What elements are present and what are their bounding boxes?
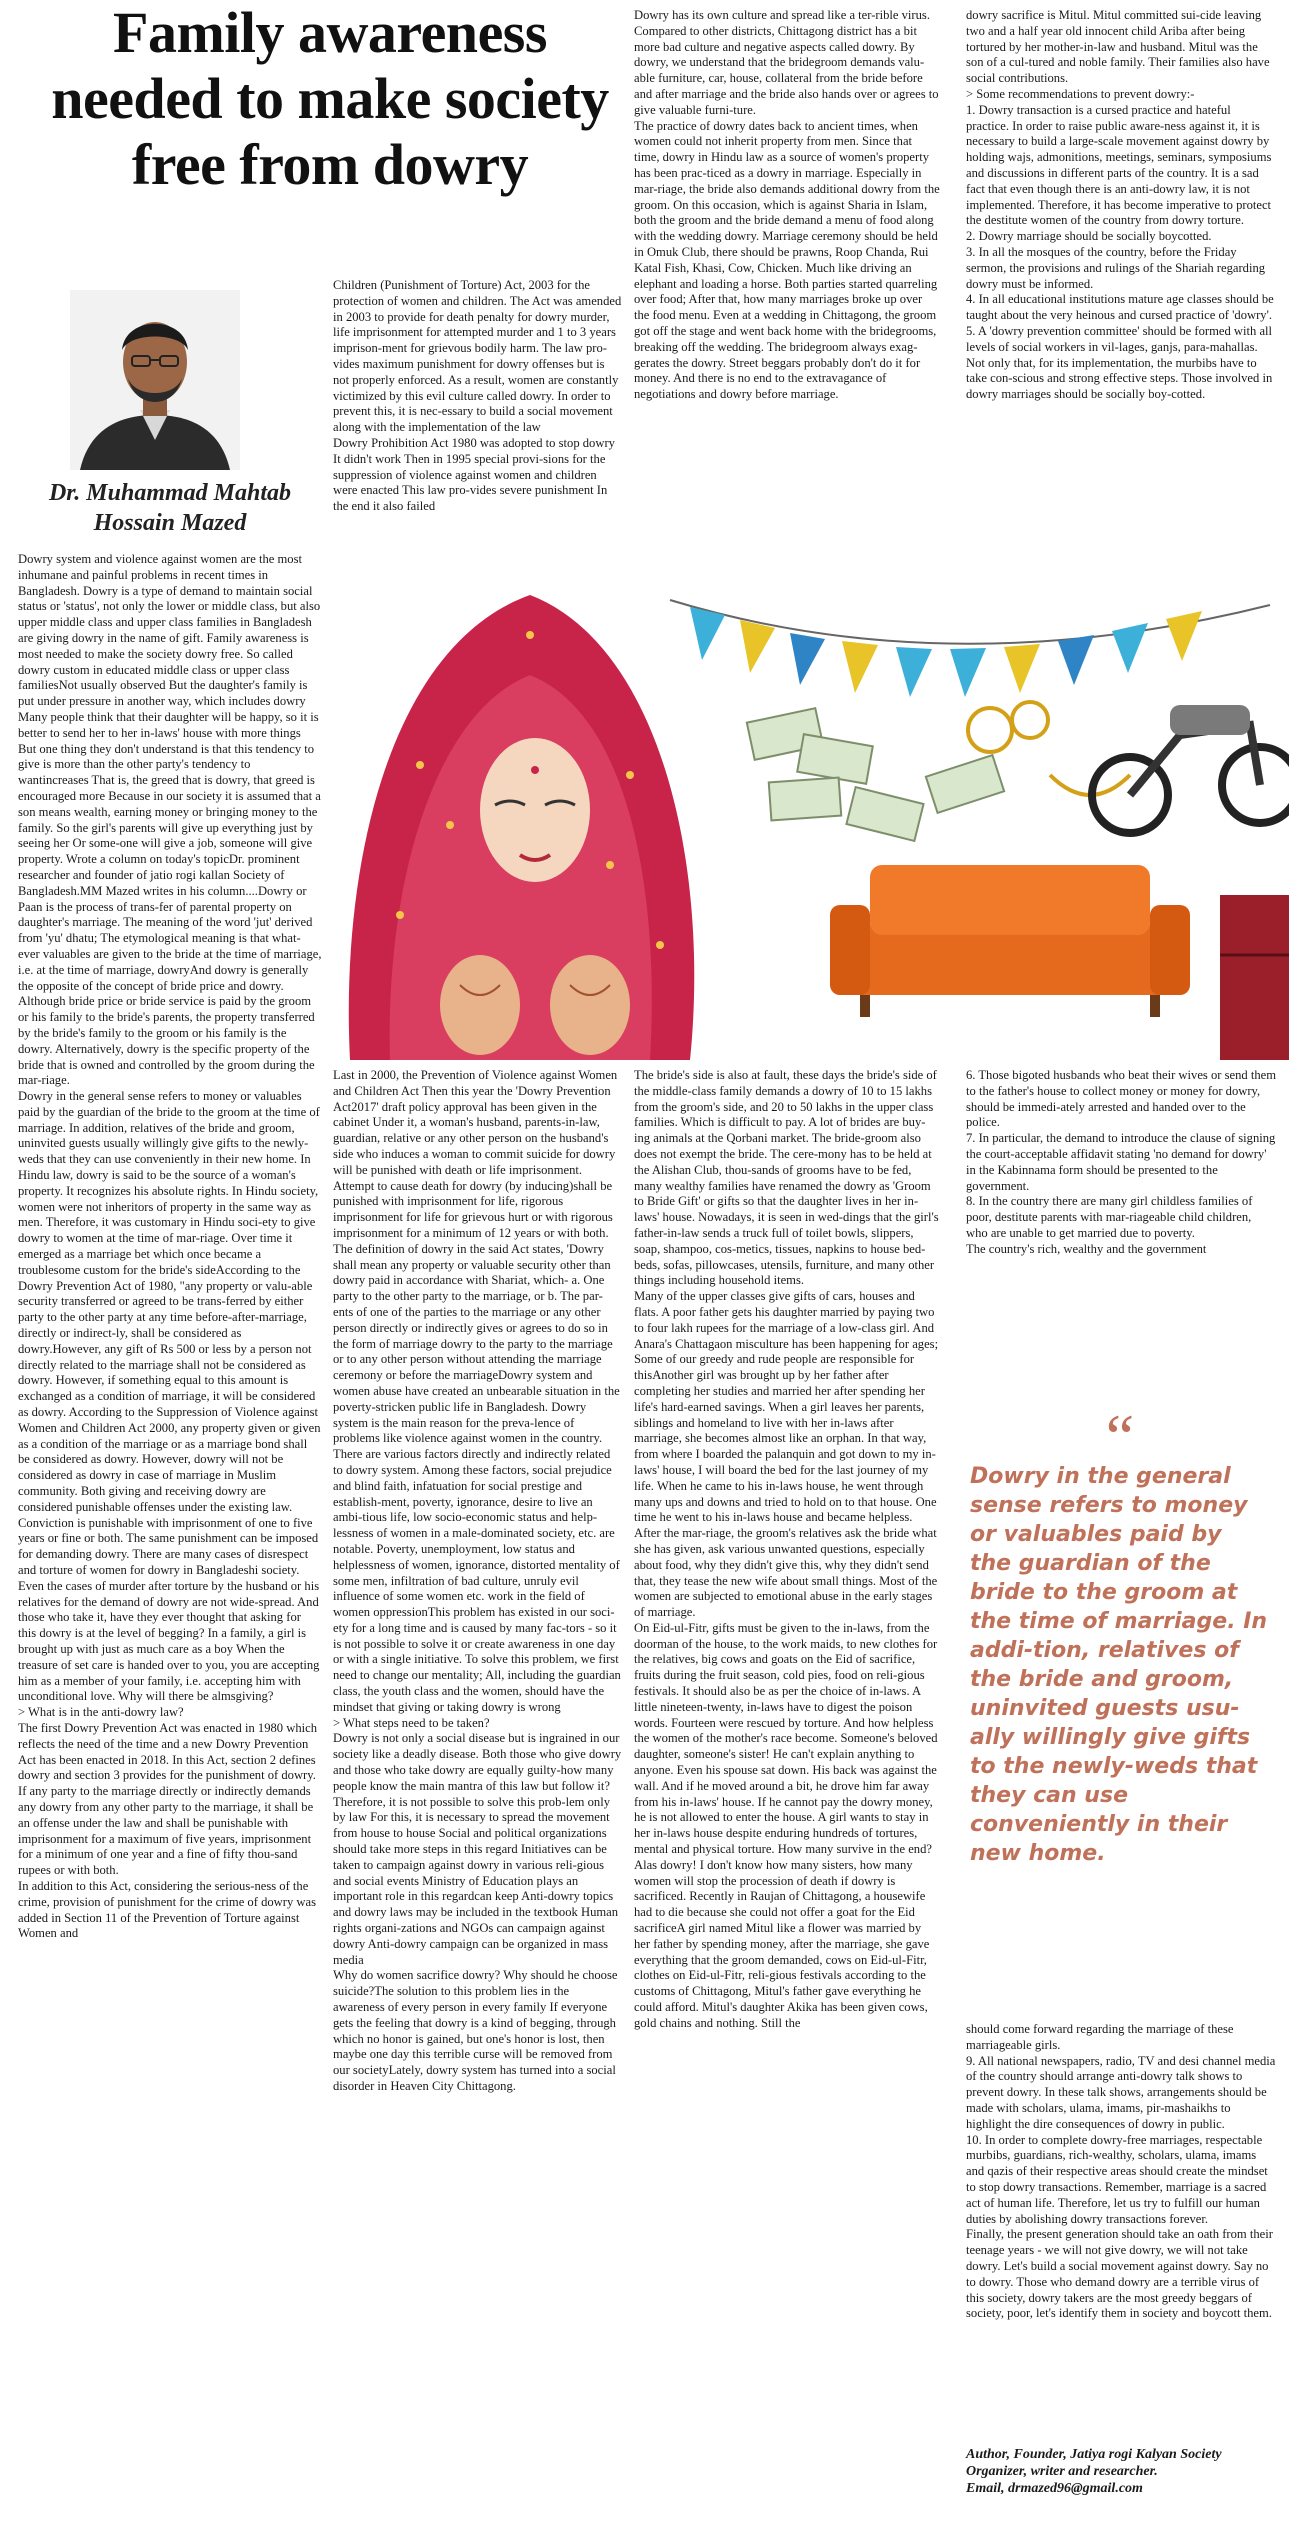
author-byline — [10, 478, 330, 538]
paragraph: Why do women sacrifice dowry? Why should he choose suicide?The solution to this problem lies in the awareness of every person in every family If everyone gets the feeling that dowry is a kind of begging, through which no honor is gained, but one's honor is lost, then maybe one day this terrible curse will be removed from our societyLately, dowry system has turned into a social disorder in Heaven City Chittagong. — [333, 1968, 618, 2093]
headline-line-3: free from dowry — [131, 132, 529, 197]
paragraph: The first Dowry Prevention Act was enacted in 1980 which reflects the need of the time and a new Dowry Prevention Act has been enacted in 2018. In this Act, section 2 defines dowry and section 3 provides for the punishment of dowry. If any party to the marriage directly or indirectly demands any dowry from any other party to the marriage, it shall be an offense under the law and shall be punishable with imprisonment for a maximum of five years, imprisonment for a minimum of one year and a fine of fifty thou-sand rupees or with both. — [18, 1720, 318, 1878]
paragraph: The practice of dowry dates back to ancient times, when women could not inherit property from men. Since that time, dowry in Hindu law as a source of women's property has been prac-ticed as a dowry in marriage. Especially in mar-riage, the bride also demands additional dowry from the groom. On this occasion, which is against Sharia in Islam, both the groom and the bride demand a menu of food along with the wedding dowry. Marriage ceremony should be held in Omuk Club, there should be prawns, Roop Chanda, Rui Katal Fish, Khasi, Cow, Chicken. Much like driving an elephant and loading a horse. Both parties started quarreling over food; After that, how many marriages broke up over the food menu. Even at a wedding in Chittagong, the groom got off the stage and went back home with the bridegrooms, breaking off the wedding. The bridegroom always exag-gerates the dowry. Street beggars probably don't do it for money. And there is no end to the extravagance of negotiations and dowry before marriage. — [634, 118, 940, 402]
list-item: 1. Dowry transaction is a cursed practice and hateful practice. In order to raise public aware-ness against it, it is necessary to build a large-scale movement against dowry by holding wajs, admonitions, meetings, seminars, symposiums and discussions in different parts of the country. It is a sad fact that even though there is an anti-dowry law, it is not implemented. Therefore, it has become imperative to protect the destitute women of the country from dowry torture. — [966, 102, 1272, 228]
paragraph: Dowry is not only a social disease but is ingrained in our society like a deadly disease. Both those who give dowry and those who take dowry are equally guilty-how many people know the main mantra of this law but follow it? Therefore, it is not possible to solve this prob-lem only by law For this, it is necessary to spread the movement from house to house Social and political organizations should take more steps in this regard Initiatives can be taken to campaign against dowry in various reli-gious and social events Ministry of Education plays an important role in this regardcan keep Anti-dowry topics and dowry laws may be included in the textbook Human rights organi-zations and NGOs can campaign against dowry Anti-dowry campaign can be organized in mass media — [333, 1731, 622, 1967]
headline-line-2: needed to make society — [51, 66, 609, 131]
author-name-line-1: Dr. Muhammad Mahtab — [48, 480, 292, 506]
list-item: 5. A 'dowry prevention committee' should be formed with all levels of social workers in vil-lages, ganjs, para-mahallas. Not only that, for its implementation, the murbibs have to take con-scious and strong effective steps. Those involved in dowry marriages should be socially boy-cotted. — [966, 323, 1273, 402]
paragraph: Dowry in the general sense refers to money or valuables paid by the guardian of the bride to the groom at the time of marriage. In addition, relatives of the bride and groom, uninvited guests usually willingly give gifts to the newly-weds that they can use conveniently in their new home. In Hindu law, dowry is said to be the source of a woman's property. It recognizes his absolute rights. In Hindu society, women were not inheritors of property in the same way as men. Therefore, it was customary in Hindu soci-ety to give dowry to women at the time of mar-riage. Over time it emerged as a marriage bet which once became a troublesome custom for the bride's sideAccording to the Dowry Prevention Act of 1980, "any property or valu-able security transferred or agreed to be trans-ferred by either party to the other party at any time before-after-marriage, directly or indirect-ly, shall be considered as dowry.However, any gift of Rs 500 or less by a person not directly related to the marriage shall not be considered as dowry. However, if something equal to this amount is exchanged as a condition of marriage, it will be considered as dowry. According to the Suppression of Violence against Women and Children Act 2000, any property given or given as a condition of the marriage or as a marriage bond shall be considered as dowry. However, dowry will not be considered as dowry in case of marriage in Muslim community. Both giving and receiving dowry are considered punishable offenses under the existing law. Conviction is punishable with imprisonment of one to five years or fine or both. The same punishment can be imposed for demanding dowry. There are many cases of disrespect and torture of women for dowry in Bangladeshi society. Even the cases of murder after torture by the husband or his relatives for the demand of dowry are not wide-spread. And those who take it, have they ever thought that asking for this dowry is at the level of begging? In a family, a girl is brought up with just as much care as a boy When the treasure of set care is handed over to you, you are accepting him as a member of your family, i.e. accepting him with unconditional love. Why will there be almsgiving? — [18, 1089, 321, 1704]
list-item: 3. In all the mosques of the country, before the Friday sermon, the provisions and rulings of the Shariah regarding dowry must be informed. — [966, 244, 1266, 291]
article-column-3-bottom — [634, 1068, 940, 2032]
quote-mark-icon: “ — [1105, 1401, 1135, 1472]
paragraph: The bride's side is also at fault, these days the bride's side of the middle-class family demands a dowry of 10 to 15 lakhs from the groom's side, and 20 to 50 lakhs in the upper class families. Which is difficult to pay. A lot of brides are buy-ing animals at the Qorbani market. The bride-groom also does not exempt the bride. The cere-mony has to be held at the Alishan Club, thou-sands of grooms have to be fed, many wealthy families have renamed the dowry as 'Groom to Bride Gift' or gifts so that the daughter lives in her in-laws' house. Nowadays, it is seen in wed-dings that the girl's father-in-law sends a truck full of toilet bowls, slippers, soap, shampoo, cos-metics, tissues, napkins to house bed-beds, sofas, pillowcases, utensils, furniture, and many other things including household items. — [634, 1068, 939, 1288]
headline-line-1: Family awareness — [113, 0, 547, 65]
list-item: 10. In order to complete dowry-free marriages, respectable murbibs, guardians, rich-wealthy, scholars, ulama, imams and qazis of their respective areas should create the mindset to stop dowry transactions. Remember, marriage is a sacred act of human life. Therefore, let us try to fulfill our human duties by abolishing dowry transactions forever. — [966, 2132, 1268, 2226]
paragraph: The country's rich, wealthy and the government — [966, 1241, 1207, 1256]
list-item: 7. In particular, the demand to introduce the clause of signing the court-acceptable affidavit stating 'no demand for dowry' in the Kabinnama form should be presented to the government. — [966, 1131, 1276, 1193]
signature-line-1: Author, Founder, Jatiya rogi Kalyan Society — [966, 2447, 1222, 2462]
paragraph: Children (Punishment of Torture) Act, 2003 for the protection of women and children. The Act was amended in 2003 to provide for death penalty for dowry murder, life imprisonment for attempted murder and 1 to 3 years imprison-ment for grievous bodily harm. The law pro-vides maximum punishment for dowry offenses but is not properly enforced. As a result, women are constantly victimized by this evil culture called dowry. In order to prevent this, it is nec-essary to build a social movement along with the implementation of the law — [333, 278, 622, 435]
section-heading: > Some recommendations to prevent dowry:- — [966, 86, 1195, 101]
author-portrait-icon — [70, 290, 240, 470]
article-column-4-bottom — [966, 1068, 1276, 1258]
list-item: 9. All national newspapers, radio, TV and desi channel media of the country should arrange anti-dowry talk shows to prevent dowry. In these talk shows, arrangements should be made with scholars, ulama, imams, pir-mashaikhs to highlight the dire consequences of dowry in public. — [966, 2053, 1276, 2131]
paragraph: On Eid-ul-Fitr, gifts must be given to the in-laws, from the doorman of the house, to the work maids, to new clothes for the relatives, big cows and goats on the Eid of sacrifice, fruits during the fruit season, cold pies, food on reli-gious festivals. It should also be as per the choice of in-laws. A little nineteen-twenty, in-laws have to digest the poison words. Fourteen were rescued by torture. And how helpless the women of the mother's race become. Someone's beloved daughter, someone's sister! He can't explain anything to anyone. Even his spouse sat down. His back was against the wall. And if he moved around a bit, he drove him far away from his in-laws' house. If he cannot pay the dowry money, he is not allowed to enter the house. A girl wants to stay in her in-laws house despite enduring hundreds of tortures, mental and physical torture. How many survive in the end? Alas dowry! I don't know how many sisters, how many women will stop the procession of death if dowry is sacrificed. Recently in Raujan of Chittagong, a housewife had to die because she could not offer a goat for the Eid sacrificeA girl named Mitul like a flower was married by her father by spending money, after the marriage, she gave everything that the groom demanded, cows on Eid-ul-Fitr, clothes on Eid-ul-Fitr, reli-gious festivals according to the customs of Chittagong, Mitul's father gave everything he could afford. Mitul's daughter Akika has been given cows, gold chains and nothing. Still the — [634, 1620, 938, 2030]
pull-quote — [970, 1401, 1270, 1868]
list-item: 4. In all educational institutions mature age classes should be taught about the very heinous and cursed practice of 'dowry'. — [966, 292, 1274, 323]
paragraph: Dowry Prohibition Act 1980 was adopted to stop dowry It didn't work Then in 1995 special provi-sions for the suppression of violence against women and children were enacted This law pro-vides severe punishment In the end it also failed — [333, 435, 615, 514]
signature-email: Email, drmazed96@gmail.com — [966, 2481, 1143, 2496]
paragraph: should come forward regarding the marriage of these marriageable girls. — [966, 2022, 1234, 2052]
paragraph: Finally, the present generation should take an oath from their teenage years - we will not give dowry, we will not take dowry. Let's build a social movement against dowry. Say no to dowry. Those who demand dowry are a terrible virus of this society, dowry takers are the most greedy beggars of society, poor, let's identify them in society and boycott them. — [966, 2227, 1273, 2321]
list-item: 8. In the country there are many girl childless families of poor, destitute parents with mar-riageable child children, who are unable to get married due to poverty. — [966, 1194, 1253, 1240]
section-heading: > What steps need to be taken? — [333, 1715, 490, 1730]
article-column-4-top — [966, 8, 1276, 403]
paragraph: Many of the upper classes give gifts of cars, houses and flats. A poor father gets his daughter married by paying two to four lakh rupees for the marriage of a low-class girl. And Anara's Chattagaon misculture has been happening for ages; Some of our greedy and rude people are responsible for thisAnother girl was brought up by her father after completing her studies and married her after spending her life's hard-earned savings. When a girl leaves her parents, siblings and homeland to live with her in-laws after marriage, she becomes almost like an orphan. In that way, from where I boarded the palanquin and got down to my in-laws' house, I will board the bed for the last journey of my life. When he came to his in-laws house, he went through many ups and downs and tried to hold on to that house. One time he went to his in-laws house and became helpless. After the mar-riage, the groom's relatives ask the bride what she has given, ask various unwanted questions, especially about food, why they didn't give this, why they didn't send that, they tease the new wife about small things. Most of the women are subjected to emotional abuse in the early stages of marriage. — [634, 1289, 939, 1620]
article-column-2-top — [333, 278, 623, 515]
signature-line-2: Organizer, writer and researcher. — [966, 2464, 1158, 2479]
article-column-3-top — [634, 8, 940, 403]
article-column-4-end — [966, 2022, 1276, 2322]
paragraph: Dowry has its own culture and spread like a ter-rible virus. Compared to other districts, Chittagong district has a bit more bad culture and negative aspects called dowry. By dowry, we understand that the bridegroom demands valu-able furniture, car, house, collateral from the bride before and after marriage and the bride also hands over or agrees to give valuable furni-ture. — [634, 8, 939, 117]
paragraph: Last in 2000, the Prevention of Violence against Women and Children Act Then this year the 'Dowry Prevention Act2017' draft policy approval has been given in the cabinet Under it, a woman's husband, parents-in-law, guardian, relative or any other person on the husband's side who induces a woman to commit suicide for dowry will be punished with death or life imprisonment. Attempt to cause death for dowry (by inducing)shall be punished with imprisonment for life, rigorous imprisonment for life for grievous hurt or with rigorous imprisonment for a minimum of 12 years or with both. The definition of dowry in the said Act states, 'Dowry shall mean any property or valuable security other than dowry paid in accordance with Shariat, which- a. One party to the other party to the marriage, or b. The par-ents of one of the parties to the marriage or any other person directly or indirectly gives or agrees to do so in the form of marriage dowry to the party to the marriage or to any other person without attending the marriage ceremony or before the marriageDowry system and women abuse have created an unbearable situation in the poverty-stricken public life in Bangladesh. Dowry system is the main reason for the preva-lence of problems like violence against women in the country. There are various factors directly and indirectly related to dowry system. Among these factors, social prejudice and blind faith, infatuation for social prestige and establish-ment, poverty, ignorance, desire to live an ambi-tious life, low socio-economic status and help-lessness of women in a male-dominated society, etc. are notable. Poverty, unemployment, low status and helplessness of women, ignorance, distorted mentality of some men, infiltration of bad culture, unruly evil influence of some women etc. work in the field of women oppressionThis problem has existed in our soci-ety for a long time and is caused by many fac-tors - so it is not possible to solve it or create awareness in one day or with a single initiative. To solve this problem, we first need to change our mentality; All, including the guardian class, the youth class and the women, should have the mindset that giving or taking dowry is wrong — [333, 1068, 621, 1714]
author-name-line-2: Hossain Mazed — [93, 510, 247, 536]
bride-with-gifts-illustration-icon — [330, 565, 1289, 1060]
list-item: 2. Dowry marriage should be socially boycotted. — [966, 229, 1212, 244]
author-signature — [966, 2446, 1276, 2497]
article-column-1 — [18, 552, 322, 1942]
section-heading: > What is in the anti-dowry law? — [18, 1705, 184, 1720]
article-column-2-bottom — [333, 1068, 623, 2095]
headline — [40, 0, 620, 198]
paragraph: dowry sacrifice is Mitul. Mitul committed sui-cide leaving two and a half year old innocent child Ariba after being tortured by her mother-in-law and husband. Mitul was the son of a cul-tured and noble family. Their families also have social contributions. — [966, 8, 1270, 86]
author-photo — [70, 290, 240, 470]
pull-quote-text: Dowry in the general sense refers to money or valuables paid by the guardian of the bride to the groom at the time of marriage. In addi-tion, relatives of the bride and groom, uninvited guests usu-ally willingly give gifts to the newly-weds that they can use conveniently in their new home. — [970, 1464, 1268, 1866]
list-item: 6. Those bigoted husbands who beat their wives or send them to the father's house to collect money or money for dowry, should be immedi-ately arrested and handed over to the police. — [966, 1068, 1277, 1130]
dowry-illustration — [330, 565, 1289, 1060]
paragraph: In addition to this Act, considering the serious-ness of the crime, provision of punishment for the crime of dowry was added in Section 11 of the Prevention of Torture against Women and — [18, 1878, 316, 1941]
paragraph: Dowry system and violence against women are the most inhumane and painful problems in recent times in Bangladesh. Dowry is a type of demand to maintain social status or 'status', not only the lower or middle class, but also upper middle class and upper class families in Bangladesh are giving dowry in the name of gift. Family awareness is most needed to make the society dowry free. So called dowry custom in educated middle class or upper class familiesNot usually observed But the daughter's family is put under pressure in another way, which includes dowry Many people think that their daughter will be happy, so it is better to send her to her in-laws' house with more things But one thing they don't understand is that this tendency to give is more than the other party's tendency to wantincreases That is, the greed that is dowry, that greed is encouraged more Because in our society it is assumed that a son means wealth, earning money or bringing money to the family. So the girl's parents will give up everything just by seeing her Or some-one will give a job, someone will give property. Wrote a column on today's topicDr. prominent researcher and founder of jatio rogi kallan Society of Bangladesh.MM Mazed writes in his column....Dowry or Paan is the process of trans-fer of parental property on daughter's marriage. The meaning of the word 'jut' derived from 'yu' dhatu; The etymological meaning is that what-ever valuables are given to the bride at the time of marriage, i.e. at the time of marriage, dowryAnd dowry is generally the opposite of the concept of bride price and dowry. Although bride price or bride service is paid by the groom or his family to the bride's parents, the property transferred by the bride's family to the groom or his family is the dowry. Alternatively, dowry is the specific property of the bride that is owned and controlled by the groom during the mar-riage. — [18, 552, 322, 1088]
